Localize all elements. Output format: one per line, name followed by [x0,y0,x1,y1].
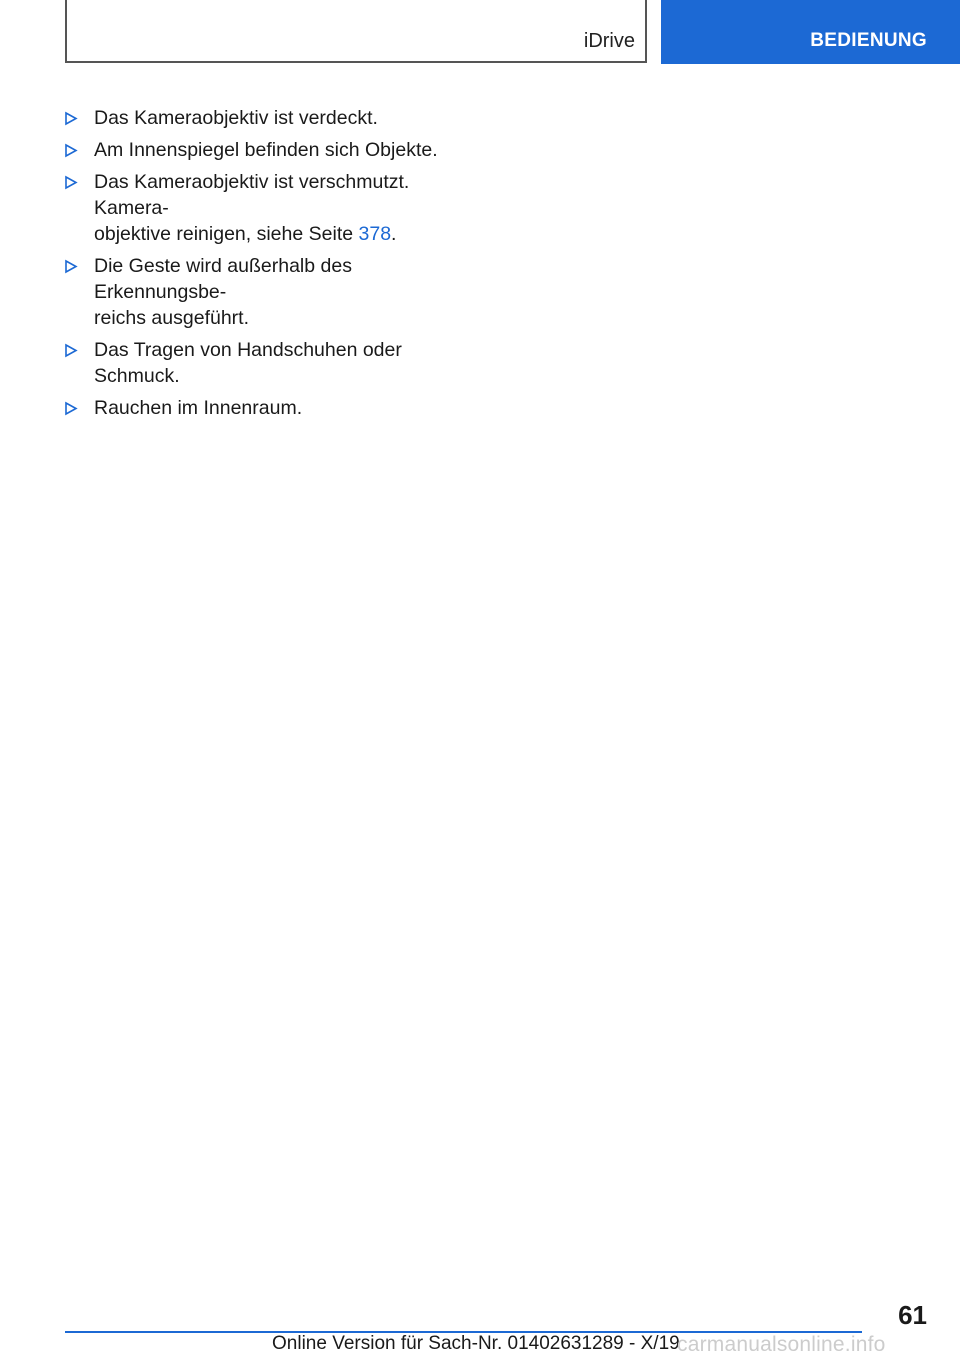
triangle-bullet-icon [64,107,78,129]
list-item-text: Rauchen im Innenraum. [94,397,303,419]
watermark: carmanualsonline.info [677,1333,886,1356]
list-item-text: . [391,223,397,245]
triangle-bullet-icon [64,171,78,193]
list-item [64,395,484,421]
triangle-bullet-icon [64,397,78,419]
bullet-list [64,105,484,427]
list-item-text: Die Geste wird außerhalb des Erkennungsbe- [94,255,352,303]
triangle-bullet-icon [64,139,78,161]
list-item-text: Das Tragen von Handschuhen oder [94,339,402,361]
triangle-bullet-icon [64,255,78,277]
list-item-text: Das Kameraobjektiv ist verschmutzt. Kamera- [94,171,410,219]
page-reference-link[interactable]: 378 [358,223,392,245]
list-item-text: reichs ausgeführt. [94,307,250,329]
triangle-bullet-icon [64,339,78,361]
page-number: 61 [898,1300,927,1330]
list-item [64,253,484,331]
list-item [64,337,484,389]
list-item [64,169,484,247]
chapter-title: BEDIENUNG [810,30,927,51]
list-item [64,105,484,131]
list-item-text: Am Innenspiegel befinden sich Objekte. [94,139,438,161]
chapter-tab [661,0,960,64]
list-item-text: Das Kameraobjektiv ist verdeckt. [94,107,378,129]
section-title: iDrive [583,30,635,52]
header-frame [65,0,647,63]
list-item [64,137,484,163]
list-item-text: Schmuck. [94,365,180,387]
list-item-text: objektive reinigen, siehe Seite [94,223,359,245]
footer-text: Online Version für Sach-Nr. 01402631289 - X/19 [272,1333,680,1354]
